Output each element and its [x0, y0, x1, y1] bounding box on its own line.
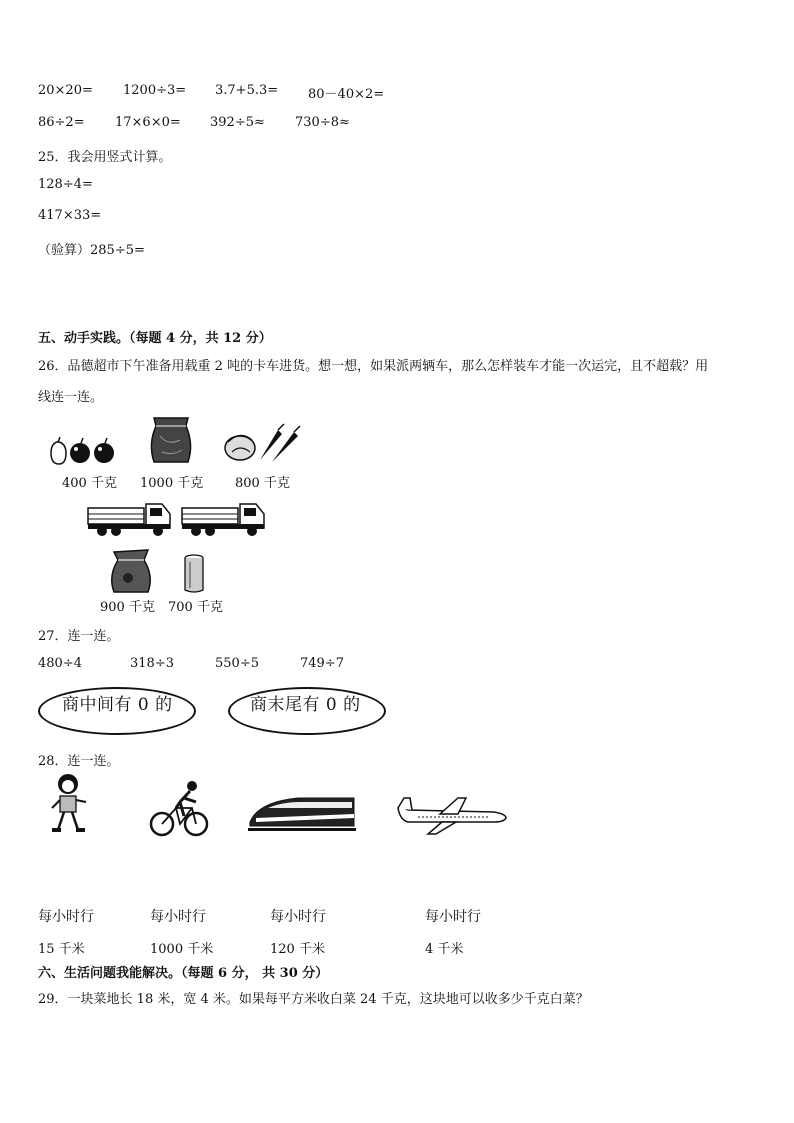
category-label-end-zero: 商末尾有 0 的 [250, 695, 361, 715]
speed-prefix-1: 每小时行 [38, 909, 94, 925]
q27-expr-2: 318÷3 [130, 656, 174, 671]
oral-calc-1: 20×20= [38, 83, 93, 98]
goods-weight-400: 400 千克 [62, 476, 117, 491]
category-label-middle-zero: 商中间有 0 的 [62, 695, 173, 715]
q25-item-2: 417×33= [38, 208, 102, 223]
walking-girl-icon [48, 772, 90, 834]
cyclist-icon [150, 780, 210, 838]
q27-title: 27．连一连。 [38, 629, 120, 644]
q25-item-3: （验算）285÷5= [38, 243, 145, 258]
sack-dark-icon [108, 548, 154, 594]
oral-calc-3: 3.7+5.3= [215, 83, 279, 98]
q27-expr-1: 480÷4 [38, 656, 82, 671]
can-icon [182, 554, 206, 594]
truck-icon-1 [86, 500, 172, 538]
speed-value-1: 15 千米 [38, 942, 85, 957]
truck-icon-2 [180, 500, 266, 538]
goods-weight-800: 800 千克 [235, 476, 290, 491]
q29-text: 29．一块菜地长 18 米，宽 4 米。如果每平方米收白菜 24 千克，这块地可以收多少千克白菜？ [38, 992, 589, 1007]
q26-text-line1: 26．品德超市下午准备用载重 2 吨的卡车进货。想一想，如果派两辆车，那么怎样装车才能一次运完，且不超载？用 [38, 359, 709, 374]
section-6-title: 六、生活问题我能解决。（每题 6 分， 共 30 分） [38, 966, 329, 981]
q28-title: 28．连一连。 [38, 754, 120, 769]
goods-weight-700: 700 千克 [168, 600, 223, 615]
speed-value-4: 4 千米 [425, 942, 464, 957]
q25-item-1: 128÷4= [38, 177, 93, 192]
oral-calc-6: 17×6×0= [115, 115, 181, 130]
speed-value-3: 120 千米 [270, 942, 325, 957]
q26-text-line2: 线连一连。 [38, 390, 104, 405]
speed-prefix-4: 每小时行 [425, 909, 481, 925]
goods-weight-900: 900 千克 [100, 600, 155, 615]
q27-expr-4: 749÷7 [300, 656, 344, 671]
goods-weight-1000: 1000 千克 [140, 476, 204, 491]
q25-title: 25．我会用竖式计算。 [38, 150, 172, 165]
sack-icon [148, 416, 194, 464]
oral-calc-2: 1200÷3= [123, 83, 187, 98]
oral-calc-5: 86÷2= [38, 115, 85, 130]
section-5-title: 五、动手实践。（每题 4 分，共 12 分） [38, 331, 272, 346]
oral-calc-4: 80－40×2= [308, 87, 385, 102]
oral-calc-8: 730÷8≈ [295, 115, 350, 130]
speed-value-2: 1000 千米 [150, 942, 214, 957]
q27-expr-3: 550÷5 [215, 656, 259, 671]
speed-prefix-2: 每小时行 [150, 909, 206, 925]
fruit-illustration [48, 436, 120, 466]
high-speed-train-icon [248, 792, 358, 834]
speed-prefix-3: 每小时行 [270, 909, 326, 925]
airplane-icon [394, 796, 510, 836]
oral-calc-7: 392÷5≈ [210, 115, 265, 130]
vegetables-icon [222, 424, 302, 464]
